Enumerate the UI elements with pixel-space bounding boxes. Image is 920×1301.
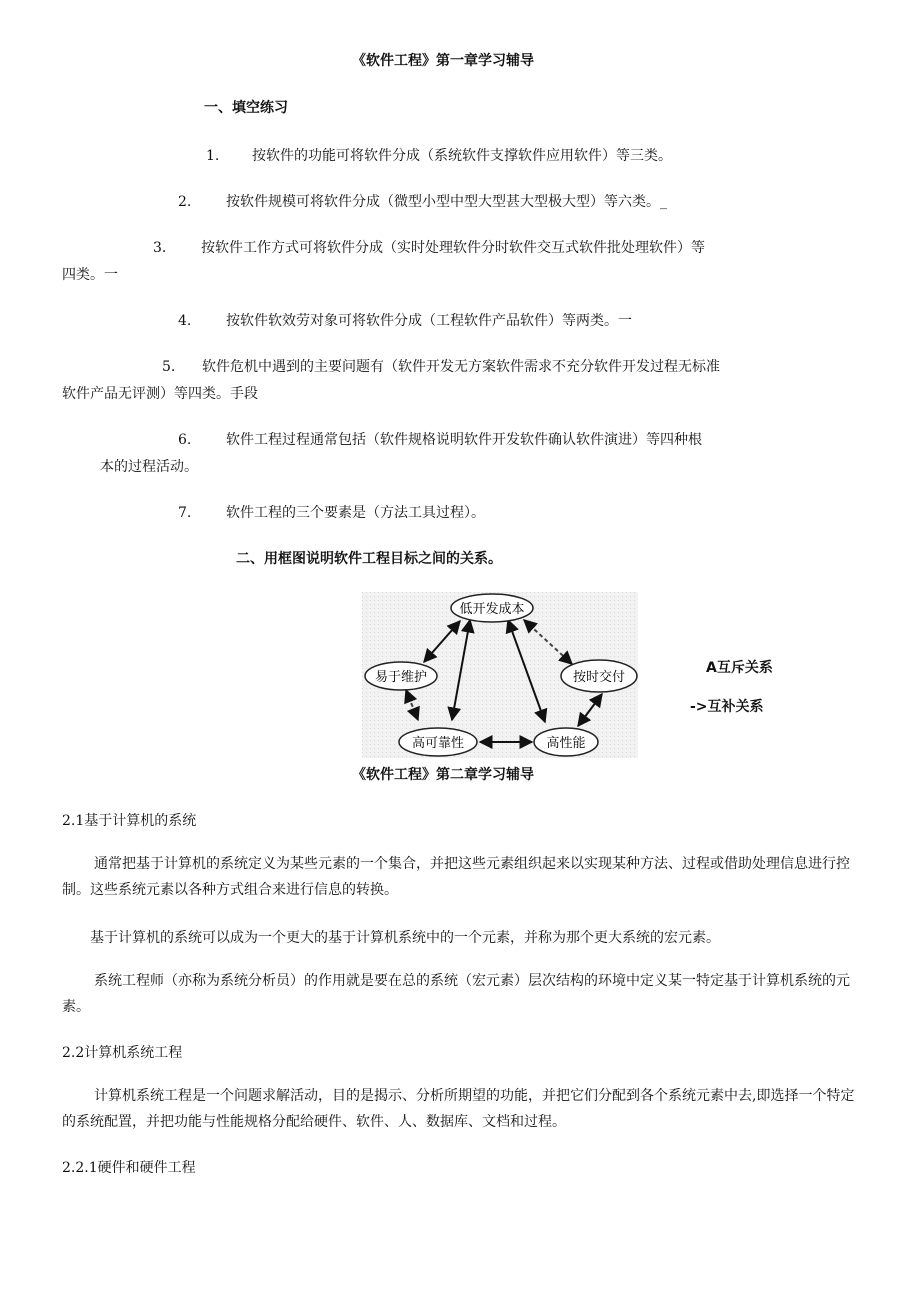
paragraph-2: 基于计算机的系统可以成为一个更大的基于计算机系统中的一个元素，并称为那个更大系统的宏元素。 — [90, 930, 720, 946]
heading-2-2: 2.2计算机系统工程 — [62, 1045, 183, 1061]
goals-relationship-diagram — [362, 592, 638, 758]
section2-heading: 二、用框图说明软件工程目标之间的关系。 — [236, 551, 502, 567]
paragraph-1: 通常把基于计算机的系统定义为某些元素的一个集合，并把这些元素组织起来以实现某种方法、过程或借助处理信息进行控制。这些系统元素以各种方式组合来进行信息的转换。 — [62, 856, 850, 898]
node-on-time-label: 按时交付 — [572, 670, 626, 685]
item-number: 2. — [178, 194, 192, 210]
node-on-time — [561, 660, 637, 692]
item-text: 按软件规模可将软件分成（微型小型中型大型甚大型极大型）等六类。_ — [226, 194, 667, 210]
list-item — [178, 429, 702, 449]
item-continuation: 软件产品无评测）等四类。手段 — [62, 386, 258, 402]
item-number: 3. — [153, 240, 167, 256]
heading-2-2-1: 2.2.1硬件和硬件工程 — [62, 1160, 196, 1176]
list-item — [178, 191, 667, 211]
legend-exclusive: A互斥关系 — [706, 660, 773, 676]
list-item — [178, 502, 485, 522]
heading-2-1: 2.1基于计算机的系统 — [62, 813, 197, 829]
paragraph-4: 计算机系统工程是一个问题求解活动，目的是揭示、分析所期望的功能，并把它们分配到各个系统元素中去,即选择一个特定的系统配置，并把功能与性能规格分配给硬件、软件、人、数据库、文档和过程。 — [62, 1088, 855, 1130]
item-text: 软件工程过程通常包括（软件规格说明软件开发软件确认软件演进）等四种根 — [226, 432, 702, 448]
node-low-cost-label: 低开发成本 — [459, 602, 525, 617]
item-text: 软件危机中遇到的主要问题有（软件开发无方案软件需求不充分软件开发过程无标准 — [202, 359, 720, 375]
item-continuation: 本的过程活动。 — [100, 459, 198, 475]
node-high-performance-label: 高性能 — [546, 736, 586, 751]
item-number: 4. — [178, 313, 192, 329]
node-high-reliability-label: 高可靠性 — [411, 736, 465, 751]
section1-heading: 一、填空练习 — [204, 100, 288, 116]
item-number: 5. — [162, 359, 176, 375]
node-easy-maintain — [365, 662, 437, 690]
list-item — [206, 145, 672, 165]
item-number: 6. — [178, 432, 192, 448]
item-text: 按软件工作方式可将软件分成（实时处理软件分时软件交互式软件批处理软件）等 — [201, 240, 705, 256]
chapter2-title: 《软件工程》第二章学习辅导 — [352, 767, 534, 783]
item-continuation: 四类。一 — [62, 267, 118, 283]
item-number: 7. — [178, 505, 192, 521]
list-item — [153, 237, 705, 257]
chapter1-title: 《软件工程》第一章学习辅导 — [352, 53, 534, 69]
item-number: 1. — [206, 148, 220, 164]
node-low-cost — [451, 594, 533, 622]
node-easy-maintain-label: 易于维护 — [374, 670, 428, 685]
legend-complementary: ->互补关系 — [690, 699, 764, 715]
node-high-reliability — [399, 728, 477, 756]
list-item — [178, 310, 632, 330]
item-text: 按软件的功能可将软件分成（系统软件支撑软件应用软件）等三类。 — [252, 148, 672, 164]
paragraph-3: 系统工程师（亦称为系统分析员）的作用就是要在总的系统（宏元素）层次结构的环境中定义某一特定基于计算机系统的元素。 — [62, 973, 850, 1015]
item-text: 按软件软效劳对象可将软件分成（工程软件产品软件）等两类。一 — [226, 313, 632, 329]
node-high-performance — [534, 728, 598, 756]
item-text: 软件工程的三个要素是（方法工具过程）。 — [226, 505, 485, 521]
list-item — [162, 356, 720, 376]
